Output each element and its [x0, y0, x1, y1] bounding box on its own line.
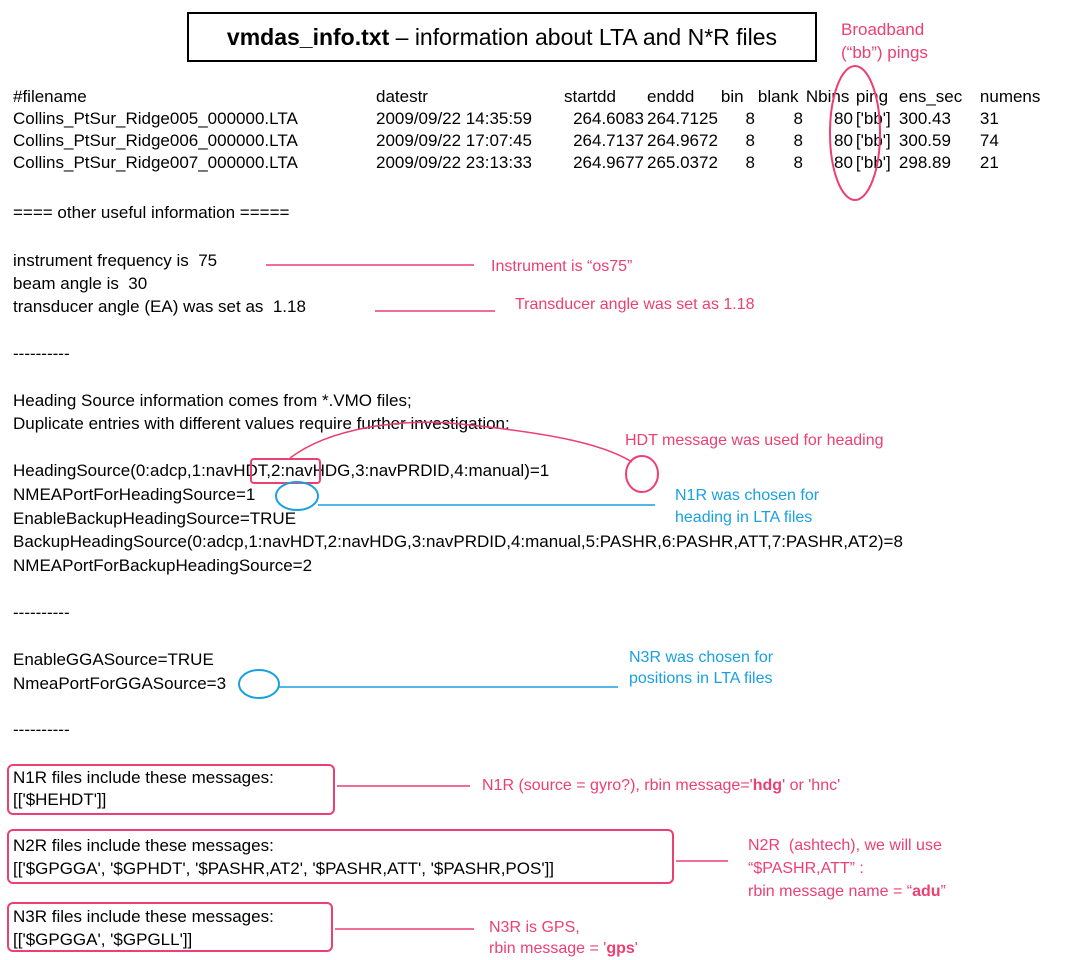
annotation-n2r-note-3: rbin message name = “adu” — [748, 883, 946, 900]
cell-numens: 21 — [979, 153, 999, 172]
annotation-bb-pings: (“bb”) pings — [841, 43, 928, 62]
cell-ens-sec: 300.59 — [898, 131, 951, 150]
n1r-title: N1R files include these messages: — [13, 768, 274, 787]
nmea-port-backup: NMEAPortForBackupHeadingSource=2 — [13, 556, 313, 575]
enable-gga-source: EnableGGASource=TRUE — [13, 650, 214, 669]
annotation-n3r-note-1: N3R is GPS, — [489, 919, 580, 936]
backup-heading-source: BackupHeadingSource(0:adcp,1:navHDT,2:navHDG,3:navPRDID,4:manual,5:PASHR,6:PASHR,ATT,7:PASHR,AT2)=8 — [13, 532, 903, 551]
cell-datestr: 2009/09/22 17:07:45 — [376, 131, 532, 150]
cell-bin: 8 — [745, 109, 755, 128]
n2r-messages: [['$GPGGA', '$GPHDT', '$PASHR,AT2', '$PASHR,ATT', '$PASHR,POS']] — [13, 859, 555, 878]
header-enddd: enddd — [647, 87, 695, 106]
cell-bin: 8 — [745, 153, 755, 172]
header-ping: ping — [855, 87, 889, 106]
separator: ---------- — [13, 344, 70, 363]
annotation-n3r-chosen-2: positions in LTA files — [629, 670, 773, 687]
header-startdd: startdd — [564, 87, 616, 106]
cell-datestr: 2009/09/22 23:13:33 — [376, 153, 532, 172]
cell-filename: Collins_PtSur_Ridge007_000000.LTA — [13, 153, 298, 172]
annotation-transducer: Transducer angle was set as 1.18 — [515, 296, 755, 313]
enable-backup-heading: EnableBackupHeadingSource=TRUE — [13, 509, 297, 528]
annotation-n2r-note-2: “$PASHR,ATT” : — [748, 860, 864, 877]
heading-info-line-1: Heading Source information comes from *.VMO files; — [13, 391, 412, 410]
cell-nbins: 80 — [833, 109, 853, 128]
annotation-n3r-chosen-1: N3R was chosen for — [629, 649, 774, 666]
instrument-frequency: instrument frequency is 75 — [13, 251, 218, 270]
cell-ping: ['bb'] — [855, 153, 891, 172]
nmea-gga-ellipse — [239, 670, 279, 698]
annotation-n2r-note-1: N2R (ashtech), we will use — [748, 837, 942, 854]
hdt-arc — [290, 422, 632, 462]
header-filename: #filename — [13, 87, 87, 106]
annotation-n1r-note: N1R (source = gyro?), rbin message='hdg' or 'hnc' — [482, 777, 841, 794]
annotation-n1r-chosen-1: N1R was chosen for — [675, 487, 820, 504]
n3r-messages: [['$GPGGA', '$GPGLL']] — [13, 930, 193, 949]
header-nbins: Nbins — [805, 87, 850, 106]
transducer-angle: transducer angle (EA) was set as 1.18 — [13, 297, 306, 316]
cell-startdd: 264.6083 — [573, 109, 644, 128]
cell-nbins: 80 — [833, 131, 853, 150]
n3r-title: N3R files include these messages: — [13, 907, 274, 926]
annotation-n1r-chosen-2: heading in LTA files — [675, 509, 813, 526]
annotation-hdt: HDT message was used for heading — [625, 432, 884, 449]
cell-enddd: 264.9672 — [647, 131, 718, 150]
header-bin: bin — [720, 87, 744, 106]
cell-bin: 8 — [745, 131, 755, 150]
cell-blank: 8 — [793, 131, 803, 150]
heading-info-line-2: Duplicate entries with different values require further investigation: — [13, 414, 510, 433]
beam-angle: beam angle is 30 — [13, 274, 148, 293]
title-filename: vmdas_info.txt — [226, 23, 390, 50]
nmea-port-heading: NMEAPortForHeadingSource=1 — [13, 485, 256, 504]
title-description: – information about LTA and N*R files — [389, 23, 778, 50]
heading-source: HeadingSource(0:adcp,1:navHDT,2:navHDG,3:navPRDID,4:manual)=1 — [13, 461, 550, 480]
cell-filename: Collins_PtSur_Ridge006_000000.LTA — [13, 131, 298, 150]
annotation-n3r-note-2: rbin message = 'gps' — [489, 940, 638, 957]
cell-ping: ['bb'] — [855, 109, 891, 128]
header-ens-sec: ens_sec — [898, 87, 963, 106]
header-datestr: datestr — [376, 87, 428, 106]
other-info-heading: ==== other useful information ===== — [13, 203, 290, 222]
ping-ellipse — [830, 66, 880, 200]
cell-enddd: 264.7125 — [647, 109, 718, 128]
separator: ---------- — [13, 603, 70, 622]
nmea-heading-ellipse — [276, 482, 318, 510]
cell-enddd: 265.0372 — [647, 153, 718, 172]
cell-numens: 74 — [979, 131, 999, 150]
cell-blank: 8 — [793, 109, 803, 128]
cell-datestr: 2009/09/22 14:35:59 — [376, 109, 532, 128]
n1r-messages: [['$HEHDT']] — [13, 790, 107, 809]
cell-ens-sec: 300.43 — [898, 109, 951, 128]
nmea-port-gga: NmeaPortForGGASource=3 — [13, 674, 227, 693]
cell-ping: ['bb'] — [855, 131, 891, 150]
cell-blank: 8 — [793, 153, 803, 172]
header-blank: blank — [757, 87, 799, 106]
cell-startdd: 264.9677 — [573, 153, 644, 172]
cell-filename: Collins_PtSur_Ridge005_000000.LTA — [13, 109, 298, 128]
annotation-instrument: Instrument is “os75” — [491, 258, 633, 275]
separator: ---------- — [13, 720, 70, 739]
n2r-title: N2R files include these messages: — [13, 836, 274, 855]
annotation-broadband: Broadband — [841, 20, 925, 39]
header-numens: numens — [979, 87, 1041, 106]
cell-nbins: 80 — [833, 153, 853, 172]
cell-numens: 31 — [979, 109, 999, 128]
cell-startdd: 264.7137 — [573, 131, 644, 150]
navhdt-box — [251, 459, 320, 483]
cell-ens-sec: 298.89 — [898, 153, 951, 172]
